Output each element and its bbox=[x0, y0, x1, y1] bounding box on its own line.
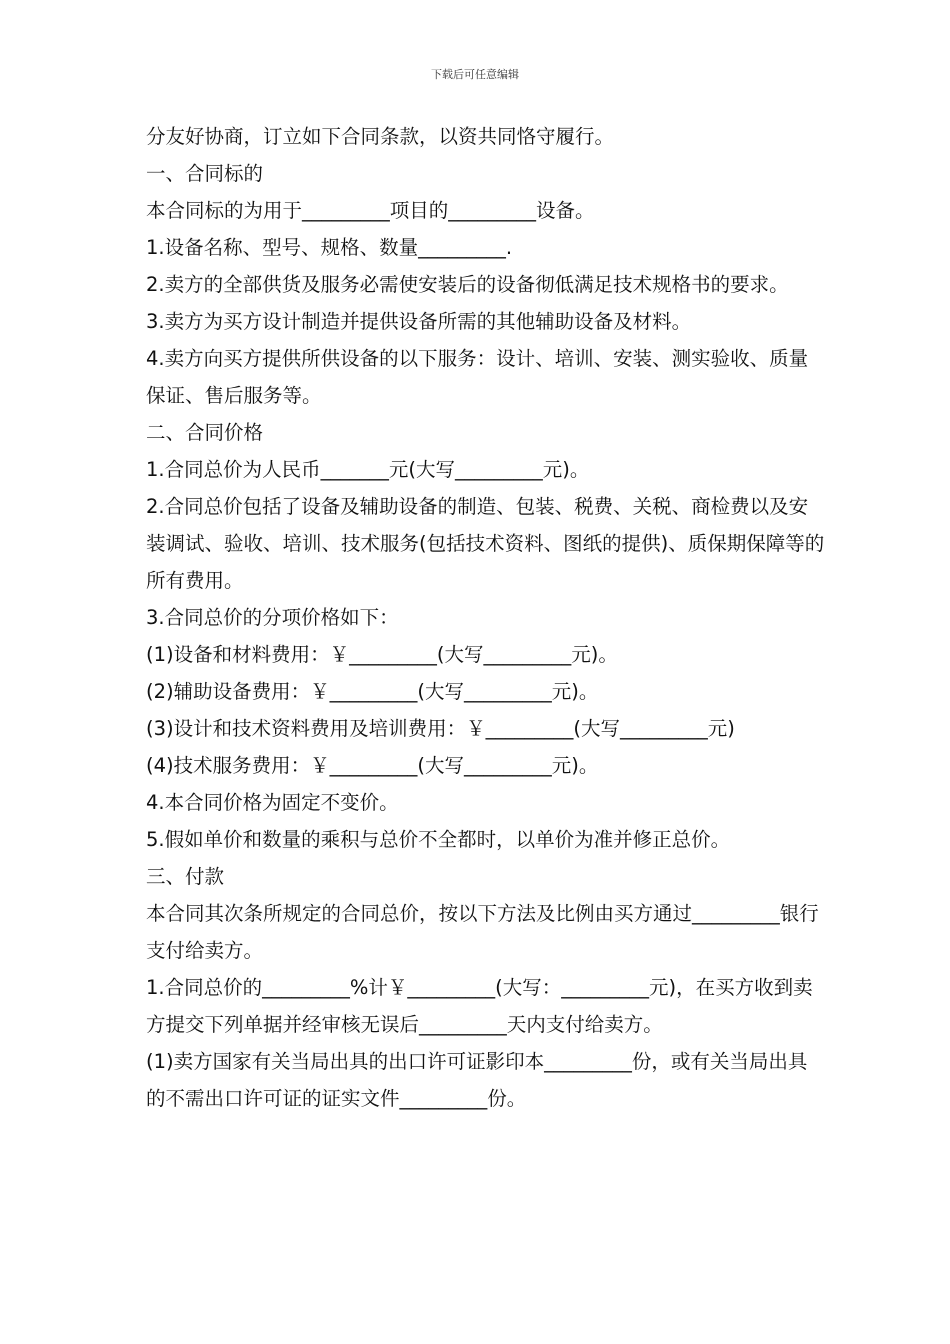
paragraph: (3)设计和技术资料费用及培训费用：￥_________(大写_________元) bbox=[146, 717, 735, 740]
paragraph: (4)技术服务费用：￥_________(大写_________元)。 bbox=[146, 754, 599, 777]
paragraph: 1.设备名称、型号、规格、数量_________. bbox=[146, 236, 513, 259]
paragraph: 4.本合同价格为固定不变价。 bbox=[146, 791, 399, 814]
section-heading: 一、合同标的 bbox=[146, 162, 264, 185]
paragraph: (2)辅助设备费用：￥_________(大写_________元)。 bbox=[146, 680, 599, 703]
paragraph: 分友好协商，订立如下合同条款，以资共同恪守履行。 bbox=[146, 125, 615, 148]
section-heading: 二、合同价格 bbox=[146, 421, 264, 444]
paragraph: 4.卖方向买方提供所供设备的以下服务：设计、培训、安装、测实验收、质量保证、售后服务等。 bbox=[146, 347, 809, 407]
paragraph: 2.合同总价包括了设备及辅助设备的制造、包装、税费、关税、商检费以及安装调试、验收、培训、技术服务(包括技术资料、图纸的提供)、质保期保障等的所有费用。 bbox=[146, 495, 825, 592]
section-heading: 三、付款 bbox=[146, 865, 225, 888]
contract-body bbox=[146, 118, 826, 1117]
paragraph: 2.卖方的全部供货及服务必需使安装后的设备彻低满足技术规格书的要求。 bbox=[146, 273, 789, 296]
paragraph: 本合同其次条所规定的合同总价，按以下方法及比例由买方通过_________银行支付给卖方。 bbox=[146, 902, 819, 962]
paragraph: 本合同标的为用于_________项目的_________设备。 bbox=[146, 199, 595, 222]
paragraph: 5.假如单价和数量的乘积与总价不全都时，以单价为准并修正总价。 bbox=[146, 828, 731, 851]
paragraph: 1.合同总价的_________%计￥_________(大写：_________元)，在买方收到卖方提交下列单据并经审核无误后_________天内支付给卖方。 bbox=[146, 976, 813, 1036]
paragraph: 3.合同总价的分项价格如下： bbox=[146, 606, 399, 629]
paragraph: (1)设备和材料费用：￥_________(大写_________元)。 bbox=[146, 643, 618, 666]
paragraph: 3.卖方为买方设计制造并提供设备所需的其他辅助设备及材料。 bbox=[146, 310, 692, 333]
paragraph: (1)卖方国家有关当局出具的出口许可证影印本_________份，或有关当局出具的不需出口许可证的证实文件_________份。 bbox=[146, 1050, 808, 1110]
paragraph: 1.合同总价为人民币_______元(大写_________元)。 bbox=[146, 458, 590, 481]
page-header: 下载后可任意编辑 bbox=[431, 68, 519, 81]
